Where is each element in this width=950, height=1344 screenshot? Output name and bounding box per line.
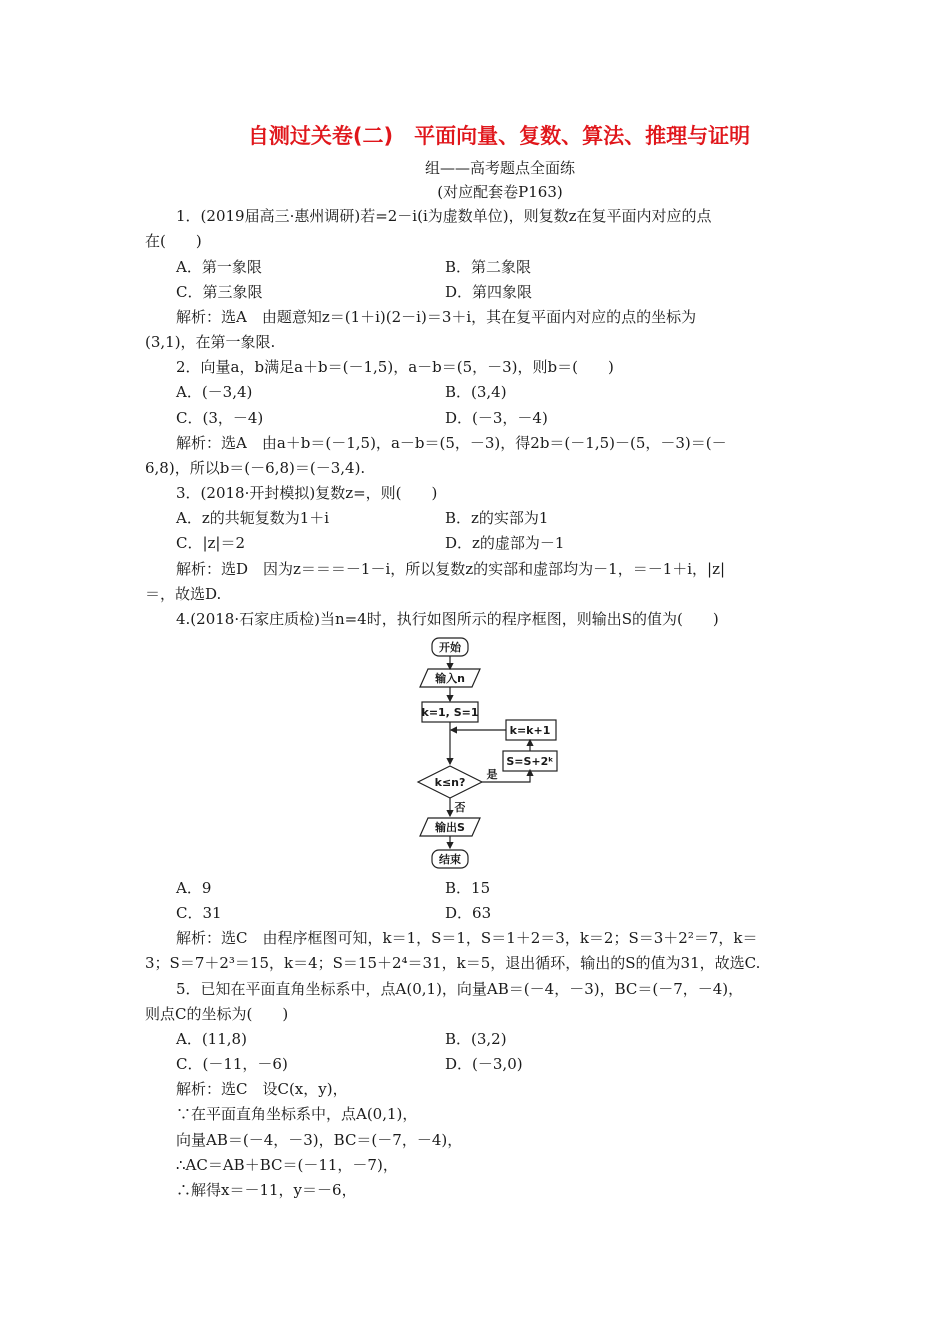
q1-solution-cont: (3,1)，在第一象限.: [145, 333, 276, 351]
flow-update-k-label: k=k+1: [509, 724, 551, 737]
q5-solution-line3: 向量AB＝(－4，－3)，BC＝(－7，－4)，: [176, 1131, 463, 1149]
q2-stem: 2．向量a，b满足a＋b＝(－1,5)，a－b＝(5，－3)，则b＝( ): [176, 358, 614, 376]
flow-input-label: 输入n: [435, 672, 465, 685]
q4-option-b: B．15: [445, 879, 491, 897]
q5-solution-line5: ∴解得x＝－11，y＝－6，: [176, 1181, 357, 1199]
flow-end-label: 结束: [439, 853, 461, 866]
q3-option-c: C．|z|＝2: [176, 534, 246, 552]
q3-solution-cont: ＝，故选D.: [145, 585, 222, 603]
q3-stem: 3．(2018·开封模拟)复数z=，则( ): [176, 484, 438, 502]
section-subtitle: 组——高考题点全面练: [424, 159, 575, 177]
q5-solution: 解析：选C 设C(x，y)，: [176, 1080, 348, 1098]
q2-option-b: B．(3,4): [445, 383, 507, 401]
flow-decision-label: k≤n?: [434, 776, 466, 789]
q2-option-c: C．(3，－4): [176, 409, 264, 427]
q4-option-d: D．63: [445, 904, 492, 922]
q5-stem-cont: 则点C的坐标为( ): [145, 1005, 289, 1023]
q2-option-a: A．(－3,4): [176, 383, 253, 401]
q4-solution-cont: 3；S＝7＋2³＝15，k＝4；S＝15＋2⁴＝31，k＝5，退出循环，输出的S的值为31，故选C.: [145, 954, 761, 972]
flow-yes-label: 是: [486, 768, 498, 781]
flow-init-label: k=1, S=1: [421, 706, 479, 719]
reference-note: (对应配套卷P163): [437, 183, 563, 201]
program-flowchart: [410, 636, 570, 872]
q1-option-b: B．第二象限: [445, 258, 532, 276]
q4-solution: 解析：选C 由程序框图可知，k＝1，S＝1，S＝1＋2＝3，k＝2；S＝3＋2²＝7，k＝: [176, 929, 758, 947]
q5-solution-line4: ∴AC＝AB＋BC＝(－11，－7)，: [176, 1156, 398, 1174]
q1-option-d: D．第四象限: [445, 283, 533, 301]
q5-option-d: D．(－3,0): [445, 1055, 523, 1073]
q3-option-b: B．z的实部为1: [445, 509, 549, 527]
q1-option-c: C．第三象限: [176, 283, 263, 301]
flow-update-s-label: S=S+2ᵏ: [506, 755, 554, 768]
q1-stem-cont: 在( ): [145, 232, 202, 250]
q5-option-c: C．(－11，－6): [176, 1055, 288, 1073]
flow-no-label: 否: [454, 801, 466, 814]
q3-option-a: A．z的共轭复数为1＋i: [176, 509, 330, 527]
q1-option-a: A．第一象限: [176, 258, 262, 276]
flow-start-label: 开始: [439, 641, 461, 654]
q2-option-d: D．(－3，－4): [445, 409, 548, 427]
q2-solution-cont: 6,8)，所以b＝(－6,8)＝(－3,4).: [145, 459, 366, 477]
page-title: 自测过关卷(二) 平面向量、复数、算法、推理与证明: [247, 124, 751, 148]
q5-stem: 5．已知在平面直角坐标系中，点A(0,1)，向量AB＝(－4，－3)，BC＝(－7，－4)，: [176, 980, 744, 998]
q3-solution: 解析：选D 因为z＝＝＝－1－i，所以复数z的实部和虚部均为－1，＝－1＋i，|z|: [176, 560, 726, 578]
q4-stem: 4.(2018·石家庄质检)当n=4时，执行如图所示的程序框图，则输出S的值为( ): [176, 610, 719, 628]
q5-option-b: B．(3,2): [445, 1030, 507, 1048]
q5-solution-line2: ∵在平面直角坐标系中，点A(0,1)，: [176, 1105, 418, 1123]
q4-option-c: C．31: [176, 904, 222, 922]
q5-option-a: A．(11,8): [176, 1030, 247, 1048]
q1-stem: 1．(2019届高三·惠州调研)若=2－i(i为虚数单位)，则复数z在复平面内对应的点: [176, 207, 712, 225]
q2-solution: 解析：选A 由a＋b＝(－1,5)，a－b＝(5，－3)，得2b＝(－1,5)－(5，－3)＝(－: [176, 434, 727, 452]
q4-option-a: A．9: [176, 879, 212, 897]
q3-option-d: D．z的虚部为－1: [445, 534, 565, 552]
flow-output-label: 输出S: [435, 821, 465, 834]
q1-solution: 解析：选A 由题意知z＝(1＋i)(2－i)＝3＋i，其在复平面内对应的点的坐标为: [176, 308, 697, 326]
